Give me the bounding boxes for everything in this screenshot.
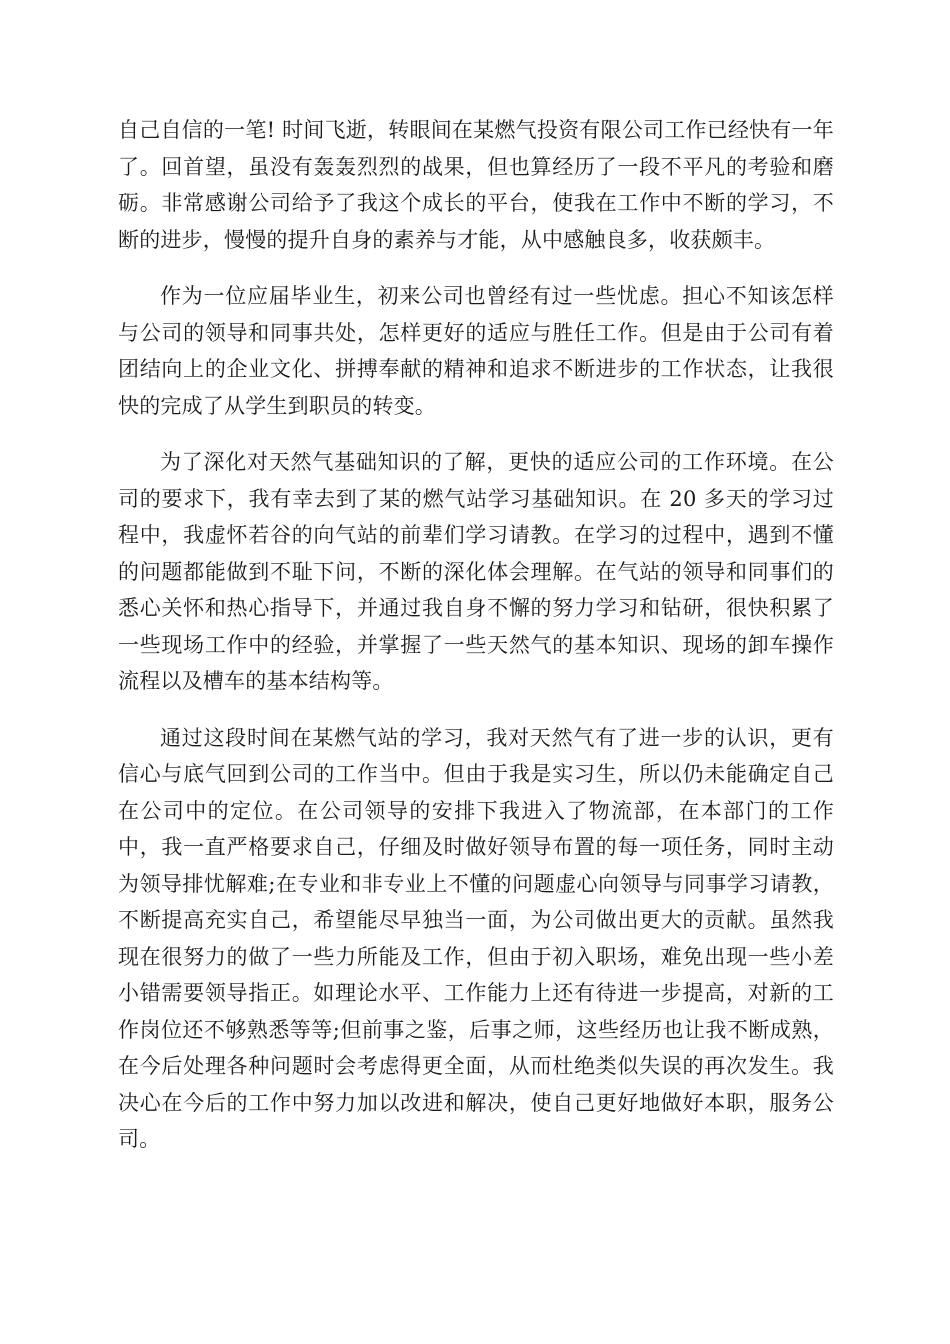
paragraph-1: 自己自信的一笔! 时间飞逝，转眼间在某燃气投资有限公司工作已经快有一年了。回首望，虽没有轰轰烈烈的战果，但也算经历了一段不平凡的考验和磨砺。非常感谢公司给予了我这个成长的平台，使我在工作中不断的学习，不断的进步，慢慢的提升自身的素养与才能，从中感触良多，收获颇丰。	[118, 118, 834, 252]
paragraph-4: 通过这段时间在某燃气站的学习，我对天然气有了进一步的认识，更有信心与底气回到公司的工作当中。但由于我是实习生，所以仍未能确定自己在公司中的定位。在公司领导的安排下我进入了物流部，在本部门的工作中，我一直严格要求自己，仔细及时做好领导布置的每一项任务，同时主动为领导排忧解难;在专业和非专业上不懂的问题虚心向领导与同事学习请教，不断提高充实自己，希望能尽早独当一面，为公司做出更大的贡献。虽然我现在很努力的做了一些力所能及工作，但由于初入职场，难免出现一些小差小错需要领导指正。如理论水平、工作能力上还有待进一步提高，对新的工作岗位还不够熟悉等等;但前事之鉴，后事之师，这些经历也让我不断成熟，在今后处理各种问题时会考虑得更全面，从而杜绝类似失误的再次发生。我决心在今后的工作中努力加以改进和解决，使自己更好地做好本职，服务公司。	[118, 725, 834, 1151]
paragraph-3: 为了深化对天然气基础知识的了解，更快的适应公司的工作环境。在公司的要求下，我有幸去到了某的燃气站学习基础知识。在 20 多天的学习过程中，我虚怀若谷的向气站的前辈们学习请教。在学习的过程中，遇到不懂的问题都能做到不耻下问，不断的深化体会理解。在气站的领导和同事们的悉心关怀和热心指导下，并通过我自身不懈的努力学习和钻研，很快积累了一些现场工作中的经验，并掌握了一些天然气的基本知识、现场的卸车操作流程以及槽车的基本结构等。	[118, 450, 834, 693]
paragraph-2: 作为一位应届毕业生，初来公司也曾经有过一些忧虑。担心不知该怎样与公司的领导和同事共处，怎样更好的适应与胜任工作。但是由于公司有着团结向上的企业文化、拼搏奉献的精神和追求不断进步的工作状态，让我很快的完成了从学生到职员的转变。	[118, 284, 834, 418]
document-body	[118, 112, 834, 1178]
